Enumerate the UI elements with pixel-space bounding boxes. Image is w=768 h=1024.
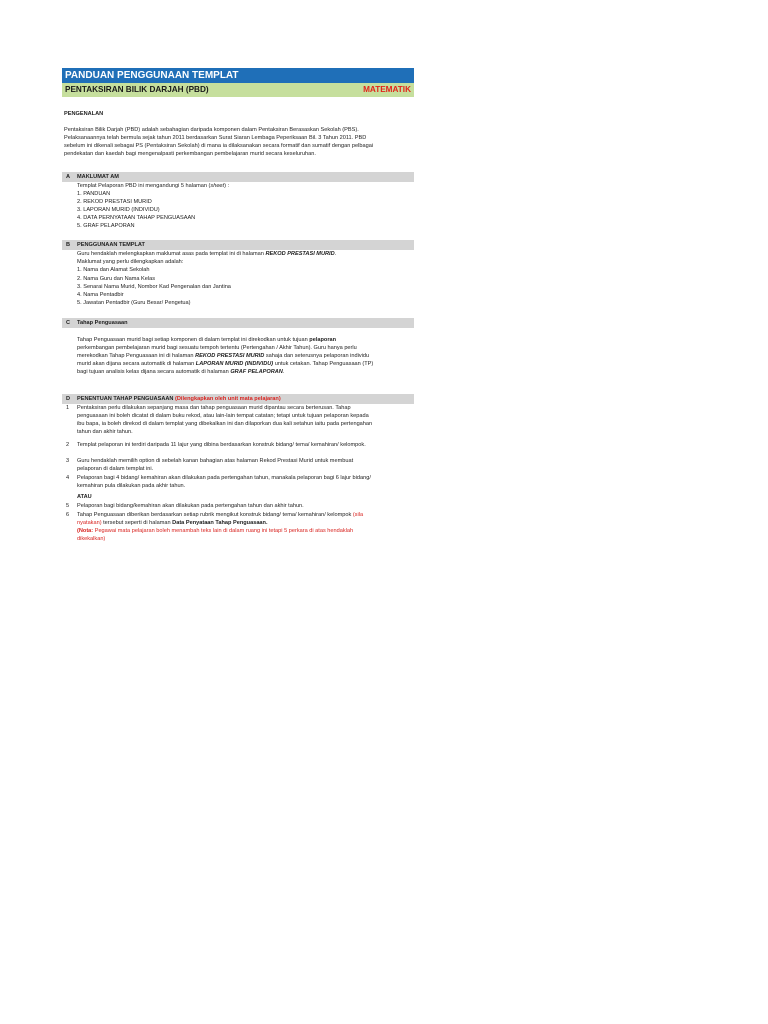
text-run: Guru hendaklah melengkapkan maklumat asas pada templat ini di halaman — [77, 251, 266, 258]
text-line — [77, 336, 414, 344]
text-line: perkembangan pembelajaran murid bagi sesuatu tempoh tertentu (Pertengahan / Akhir Tahun). Guru hanya perlu — [77, 345, 357, 352]
text-run: . — [334, 251, 337, 258]
text-run: tersebut seperti di halaman — [101, 519, 173, 526]
section-letter: D — [66, 395, 71, 402]
nota-label: (Nota: — [77, 527, 94, 534]
item-text — [77, 404, 414, 436]
numbered-item — [62, 441, 414, 449]
text-run-bold-italic: LAPORAN MURID (INDIVIDU) — [195, 361, 274, 368]
text-line: ibu bapa, ia boleh direkod di dalam templat yang dibekalkan ini dan dilaporkan dua kali setahun iaitu pada pertengahan — [77, 420, 373, 427]
list-item: 3. LAPORAN MURID (INDIVIDU) — [77, 206, 160, 213]
list-item: 5. GRAF PELAPORAN — [77, 223, 135, 230]
subject-label: MATEMATIK — [363, 85, 411, 94]
item-text — [77, 511, 414, 543]
intro-line: pendekatan dan kaedah bagi mengenalpasti perkembangan pembelajaran murid secara keseluruhan. — [64, 151, 316, 158]
text-run: Tahap Penguasaan murid bagi setiap komponen di dalam templat ini direkodkan untuk tujuan — [77, 336, 310, 343]
subtitle-bar — [62, 83, 414, 97]
section-a-lead — [77, 182, 414, 190]
text-line: kemahiran pula dilakukan pada akhir tahun. — [77, 483, 186, 490]
section-letter: B — [66, 242, 71, 249]
text-run: Pegawai mata pelajaran boleh menambah teks lain di dalam ruang ini tetapi 5 perkara di atas hendaklah — [93, 527, 354, 534]
numbered-item — [62, 511, 414, 543]
item-number: 3 — [66, 458, 70, 465]
atau-label: ATAU — [77, 493, 92, 500]
section-b-body — [62, 250, 414, 307]
text-line: penguasaan ini boleh dicatat di dalam buku rekod, atau lain-lain tempat catatan; tetapi untuk tujuan pelaporan kepada — [77, 412, 369, 419]
nota-line: dikekalkan) — [77, 536, 106, 543]
item-number: 6 — [66, 511, 70, 518]
item-text — [77, 457, 414, 473]
text-line: Pentaksiran perlu dilakukan sepanjang masa dan tahap penguasaan murid dipantau secara berterusan. Tahap — [77, 404, 351, 411]
text-line: Pelaporan bagi 4 bidang/ kemahiran akan dilakukan pada pertengahan tahun, manakala pelaporan bagi 6 lajur bidang/ — [77, 475, 371, 482]
text-line: Guru hendaklah memilih option di sebelah kanan bahagian atas halaman Rekod Prestasi Murid untuk membuat — [77, 458, 354, 465]
text-run: merekodkan Tahap Penguasaan ini di halaman — [77, 353, 196, 360]
section-d-header — [62, 394, 414, 404]
list-item: 4. Nama Pentadbir — [77, 291, 124, 298]
section-b-sub: Maklumat yang perlu dilengkapkan adalah: — [77, 259, 184, 266]
section-b-header — [62, 240, 414, 250]
item-number: 1 — [66, 404, 70, 411]
text-line — [77, 511, 414, 519]
text-line: tahun dan akhir tahun. — [77, 428, 133, 435]
section-c-body — [62, 336, 414, 377]
list-item: 3. Senarai Nama Murid, Nombor Kad Pengenalan dan Jantina — [77, 283, 231, 290]
guide-title: PANDUAN PENGGUNAAN TEMPLAT — [65, 70, 239, 81]
text-line: Pelaporan bagi bidang/kemahiran akan dilakukan pada pertengahan tahun dan akhir tahun. — [77, 502, 304, 509]
section-letter: A — [66, 173, 71, 180]
intro-paragraph — [62, 126, 414, 158]
text-run: Tahap Penguasaan diberikan berdasarkan setiap rubrik mengikut konstruk bidang/ tema/ kemahiran/ kelompok — [77, 511, 353, 518]
item-number: 4 — [66, 475, 70, 482]
section-b-lead — [77, 250, 414, 258]
section-a-header — [62, 172, 414, 182]
section-title: PENGGUNAAN TEMPLAT — [77, 242, 145, 249]
item-text — [77, 441, 414, 449]
text-run: murid akan dijana secara automatik di halaman — [77, 361, 196, 368]
text-run: bagi tujuan analisis kelas dijana secara automatik di halaman — [77, 369, 231, 376]
text-line — [77, 519, 414, 527]
nota-line — [77, 527, 414, 535]
text-run-italic: sheet — [210, 182, 225, 189]
text-run-red: (sila — [352, 511, 364, 518]
text-run: . — [282, 369, 285, 376]
text-run-bold: Data Penyataan Tahap Penguasaan. — [172, 519, 268, 526]
text-run-red: nyatakan) — [77, 519, 102, 526]
template-guide-sheet — [62, 68, 414, 543]
item-text — [77, 502, 414, 510]
section-title — [77, 394, 414, 404]
section-title: MAKLUMAT AM — [77, 173, 119, 180]
text-run: untuk cetakan. Tahap Penguasaan (TP) — [273, 361, 374, 368]
text-line — [77, 368, 414, 376]
numbered-item — [62, 404, 414, 436]
section-letter: C — [66, 319, 71, 326]
text-line: Templat pelaporan ini terdiri daripada 11 lajur yang dibina berdasarkan konstruk bidang/ tema/ kemahiran/ kelompok. — [77, 441, 366, 448]
numbered-item — [62, 474, 414, 490]
text-run: PENENTUAN TAHAP PENGUASAAN — [77, 395, 176, 402]
intro-line: Pentaksiran Bilik Darjah (PBD) adalah sebahagian daripada komponen dalam Pentaksiran Berasaskan Sekolah (PBS). — [64, 127, 359, 134]
text-line: pelaporan di dalam templat ini. — [77, 466, 154, 473]
intro-heading: PENGENALAN — [64, 111, 104, 117]
section-title: Tahap Penguasaan — [77, 319, 128, 326]
item-text — [77, 474, 414, 490]
list-item: 2. Nama Guru dan Nama Kelas — [77, 275, 156, 282]
numbered-item — [62, 502, 414, 510]
text-run: Templat Pelaporan PBD ini mengandungi 5 halaman ( — [77, 182, 211, 189]
guide-title-bar — [62, 68, 414, 83]
text-line — [77, 352, 414, 360]
list-item: 2. REKOD PRESTASI MURID — [77, 198, 152, 205]
text-run: ) : — [224, 182, 230, 189]
list-item: 5. Jawatan Pentadbir (Guru Besar/ Pengetua) — [77, 299, 191, 306]
list-item: 4. DATA PERNYATAAN TAHAP PENGUASAAN — [77, 214, 196, 221]
subtitle: PENTAKSIRAN BILIK DARJAH (PBD) — [65, 85, 209, 94]
intro-line: sebelum ini dikenali sebagai PS (Pentaksiran Sekolah) di mana ia dilaksanakan secara formatif dan sumatif dengan pelbagai — [64, 143, 374, 150]
text-run-bold: pelaporan — [309, 336, 337, 343]
text-run-bold-italic: REKOD PRESTASI MURID — [265, 251, 335, 258]
section-a-body — [62, 182, 414, 231]
section-c-header — [62, 318, 414, 328]
text-run-bold-italic: GRAF PELAPORAN — [230, 369, 283, 376]
text-run: sahaja dan seterusnya pelaporan individu — [264, 353, 370, 360]
item-number: 5 — [66, 502, 70, 509]
item-number: 2 — [66, 441, 70, 448]
text-line — [77, 360, 414, 368]
list-item: 1. Nama dan Alamat Sekolah — [77, 267, 150, 274]
intro-line: Pelaksanaannya telah bermula sejak tahun 2011 berdasarkan Surat Siaran Lembaga Peperiksaan Bil. 3 Tahun 2011. PBD — [64, 135, 367, 142]
numbered-item — [62, 457, 414, 473]
list-item: 1. PANDUAN — [77, 190, 111, 197]
text-run-bold-italic: REKOD PRESTASI MURID — [195, 353, 265, 360]
section-note: (Dilengkapkan oleh unit mata pelajaran) — [175, 395, 281, 402]
